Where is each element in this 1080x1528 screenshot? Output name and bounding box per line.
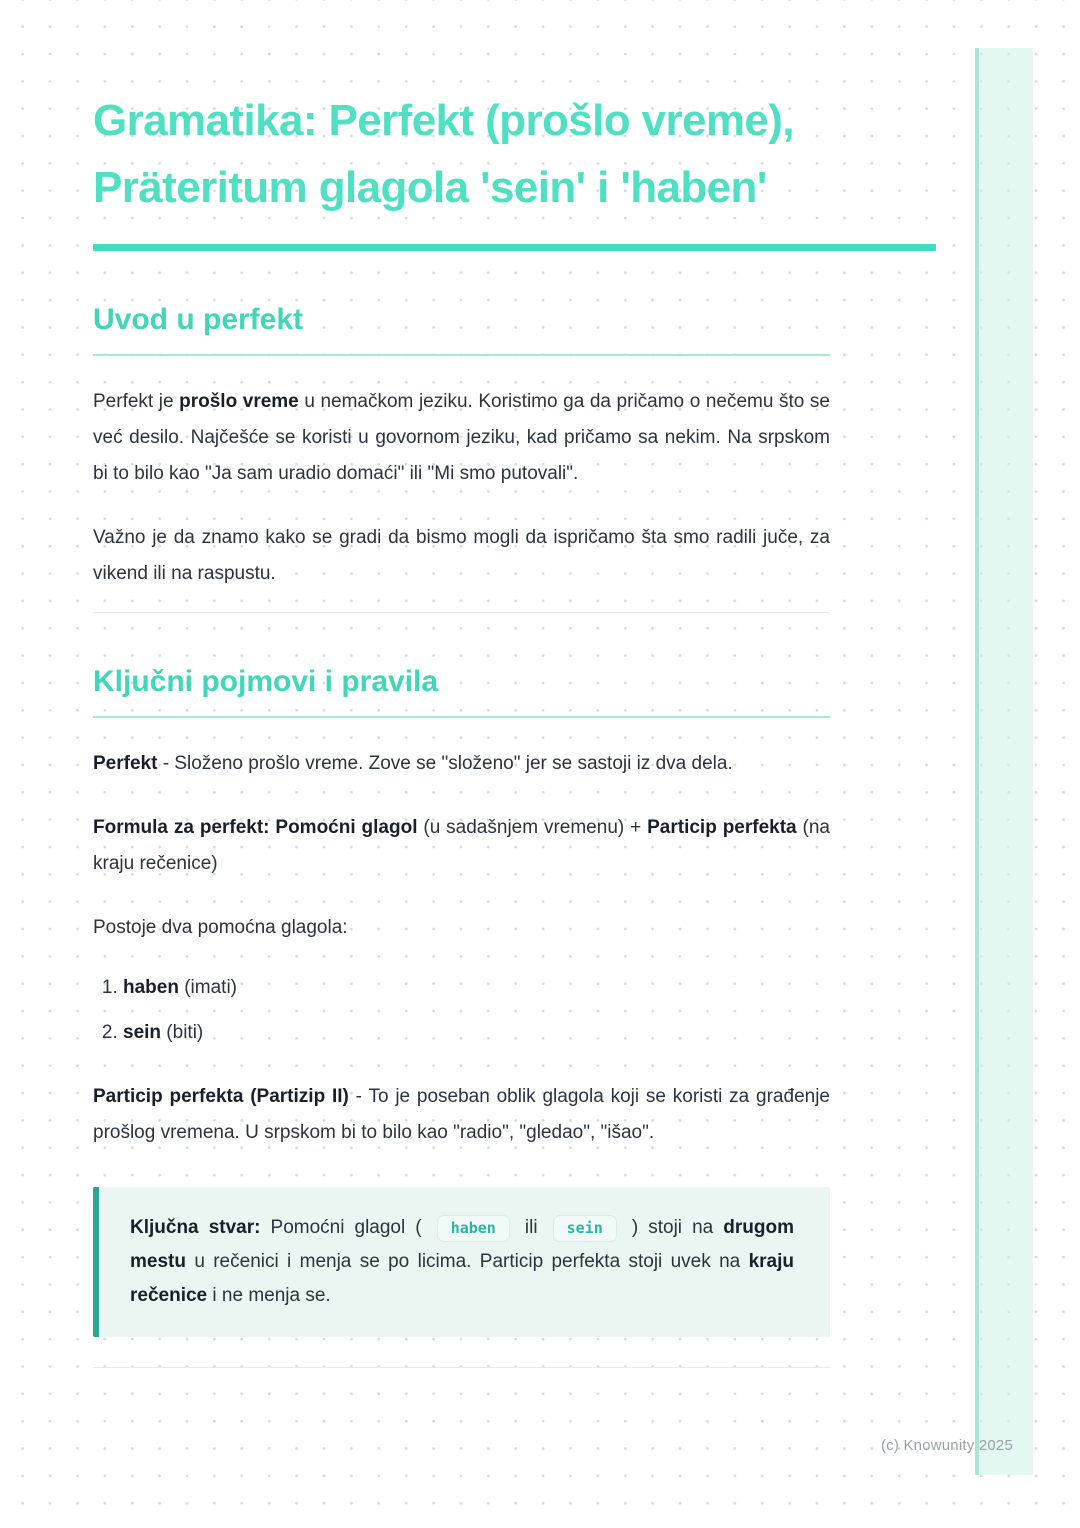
margin-stripe <box>979 48 1033 1475</box>
code-chip: sein <box>553 1215 617 1242</box>
copyright-footer: (c) Knowunity 2025 <box>880 1437 1013 1454</box>
bold-text: sein <box>123 1021 162 1043</box>
section-heading: Uvod u perfekt <box>93 303 830 356</box>
bottom-divider <box>93 1367 830 1368</box>
bold-text: Perfekt <box>93 752 158 774</box>
bold-text: Ključna stvar: <box>130 1216 261 1238</box>
auxiliary-verbs-list <box>93 970 830 1051</box>
bold-text: prošlo vreme <box>179 390 299 412</box>
section-heading: Ključni pojmovi i pravila <box>93 665 830 718</box>
paragraph: Postoje dva pomoćna glagola: <box>93 916 348 938</box>
bold-text: Formula za perfekt: Pomoćni glagol <box>93 816 418 838</box>
bold-text: drugom mestu <box>130 1216 794 1272</box>
section <box>93 303 830 592</box>
paragraph: Perfekt - Složeno prošlo vreme. Zove se "složeno" jer se sastoji iz dva dela. <box>93 752 733 774</box>
bold-text: Particip perfekta (Partizip II) <box>93 1085 349 1107</box>
code-chip: haben <box>437 1215 510 1242</box>
key-point-callout <box>93 1187 830 1337</box>
list-item: 2. sein (biti) <box>123 1015 830 1051</box>
document-content <box>93 88 830 1368</box>
bold-text: Particip perfekta <box>647 816 797 838</box>
bold-text: kraju rečenice <box>130 1250 794 1306</box>
paragraph: Particip perfekta (Partizip II) - To je poseban oblik glagola koji se koristi za građenje prošlog vremena. U srpskom bi to bilo kao "radio", "gledao", "išao". <box>93 1085 830 1143</box>
bold-text: haben <box>123 976 179 998</box>
section <box>93 665 830 1337</box>
paragraph: Perfekt je prošlo vreme u nemačkom jeziku. Koristimo ga da pričamo o nečemu što se već desilo. Najčešće se koristi u govornom jeziku, kad pričamo sa nekim. Na srpskom bi to bilo kao "Ja sam uradio domaći" ili "Mi smo putovali". <box>93 390 830 484</box>
page-title: Gramatika: Perfekt (prošlo vreme), Präteritum glagola 'sein' i 'haben' <box>93 96 794 212</box>
list-item: 1. haben (imati) <box>123 970 830 1006</box>
title-rule <box>93 244 936 251</box>
callout-text: Ključna stvar: Pomoćni glagol ( haben ili sein ) stoji na drugom mestu u rečenici i menja se po licima. Particip perfekta stoji uvek na kraju rečenice i ne menja se. <box>130 1216 794 1306</box>
sections-container <box>93 303 830 1337</box>
section-divider <box>93 612 830 613</box>
paragraph: Važno je da znamo kako se gradi da bismo mogli da ispričamo šta smo radili juče, za vikend ili na raspustu. <box>93 526 830 584</box>
paragraph: Formula za perfekt: Pomoćni glagol (u sadašnjem vremenu) + Particip perfekta (na kraju rečenice) <box>93 816 830 874</box>
